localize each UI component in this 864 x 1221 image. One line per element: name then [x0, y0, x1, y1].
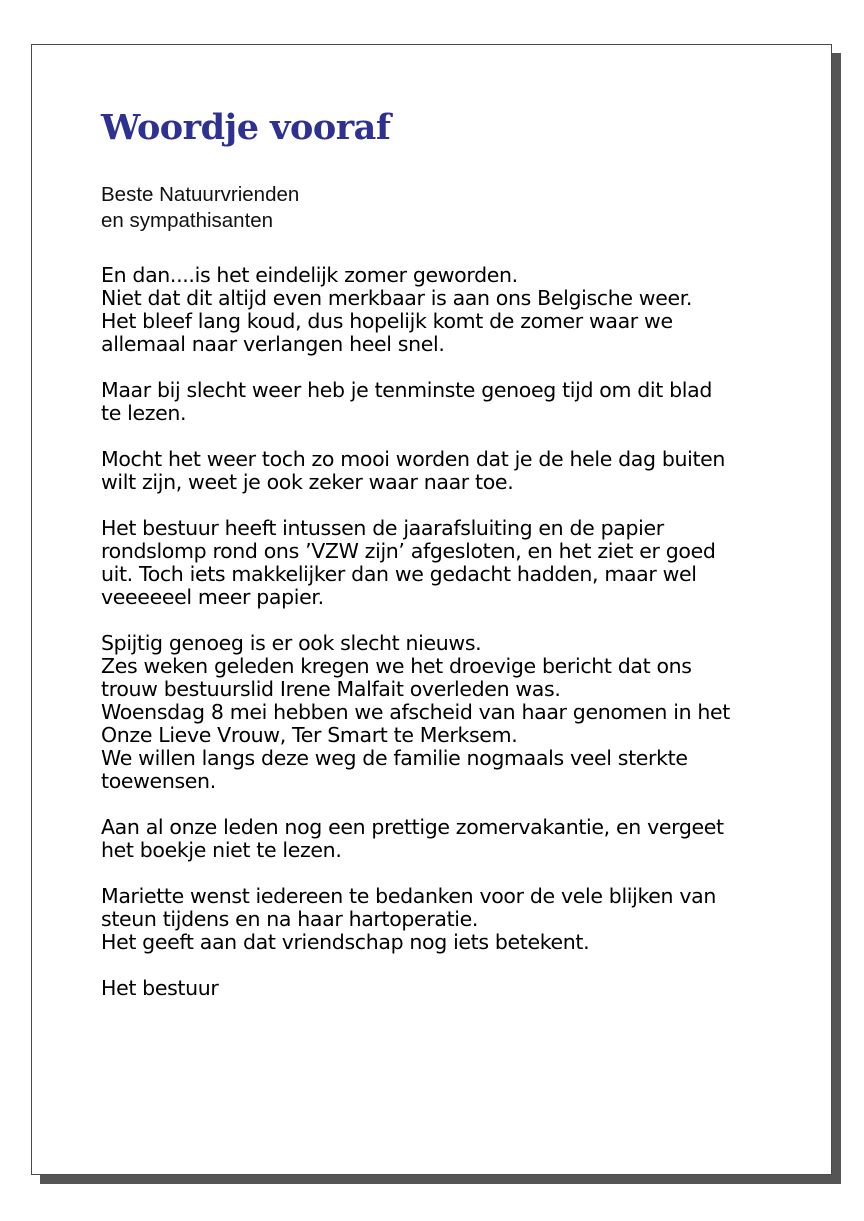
greeting-line: en sympathisanten	[101, 209, 274, 232]
text-line: Onze Lieve Vrouw, Ter Smart te Merksem.	[101, 723, 518, 747]
document-page	[31, 44, 832, 1175]
text-line: het boekje niet te lezen.	[101, 838, 342, 862]
text-line: Mocht het weer toch zo mooi worden dat je de hele dag buiten	[101, 447, 726, 471]
text-line: Zes weken geleden kregen we het droevige bericht dat ons	[101, 654, 692, 678]
text-line: trouw bestuurslid Irene Malfait overleden was.	[101, 677, 561, 701]
text-line: Het geeft aan dat vriendschap nog iets betekent.	[101, 930, 590, 954]
text-line: Niet dat dit altijd even merkbaar is aan ons Belgische weer.	[101, 286, 693, 310]
text-line: Mariette wenst iedereen te bedanken voor de vele blijken van	[101, 884, 716, 908]
text-line: steun tijdens en na haar hartoperatie.	[101, 907, 479, 931]
greeting-line: Beste Natuurvrienden	[101, 183, 300, 206]
text-line: Woensdag 8 mei hebben we afscheid van haar genomen in het	[101, 700, 730, 724]
text-line: Spijtig genoeg is er ook slecht nieuws.	[101, 631, 482, 655]
letter-body	[101, 264, 801, 1000]
text-line: En dan....is het eindelijk zomer geworden.	[101, 263, 518, 287]
text-line: wilt zijn, weet je ook zeker waar naar toe.	[101, 470, 514, 494]
paragraph	[101, 885, 801, 954]
text-line: Het bestuur heeft intussen de jaarafsluiting en de papier	[101, 516, 664, 540]
page-title: Woordje vooraf	[101, 107, 391, 148]
signature: Het bestuur	[101, 976, 219, 1000]
text-line: uit. Toch iets makkelijker dan we gedacht hadden, maar wel	[101, 562, 697, 586]
text-line: rondslomp rond ons ’VZW zijn’ afgesloten, en het ziet er goed	[101, 539, 716, 563]
paragraph	[101, 632, 801, 793]
text-line: toewensen.	[101, 769, 216, 793]
text-line: te lezen.	[101, 401, 187, 425]
paragraph	[101, 379, 801, 425]
paragraph	[101, 816, 801, 862]
text-line: We willen langs deze weg de familie nogmaals veel sterkte	[101, 746, 688, 770]
text-line: veeeeeel meer papier.	[101, 585, 324, 609]
paragraph	[101, 517, 801, 609]
paragraph	[101, 448, 801, 494]
text-line: allemaal naar verlangen heel snel.	[101, 332, 445, 356]
text-line: Het bleef lang koud, dus hopelijk komt de zomer waar we	[101, 309, 673, 333]
text-line: Aan al onze leden nog een prettige zomervakantie, en vergeet	[101, 815, 724, 839]
text-line: Maar bij slecht weer heb je tenminste genoeg tijd om dit blad	[101, 378, 713, 402]
paragraph	[101, 264, 801, 356]
greeting	[101, 182, 299, 234]
